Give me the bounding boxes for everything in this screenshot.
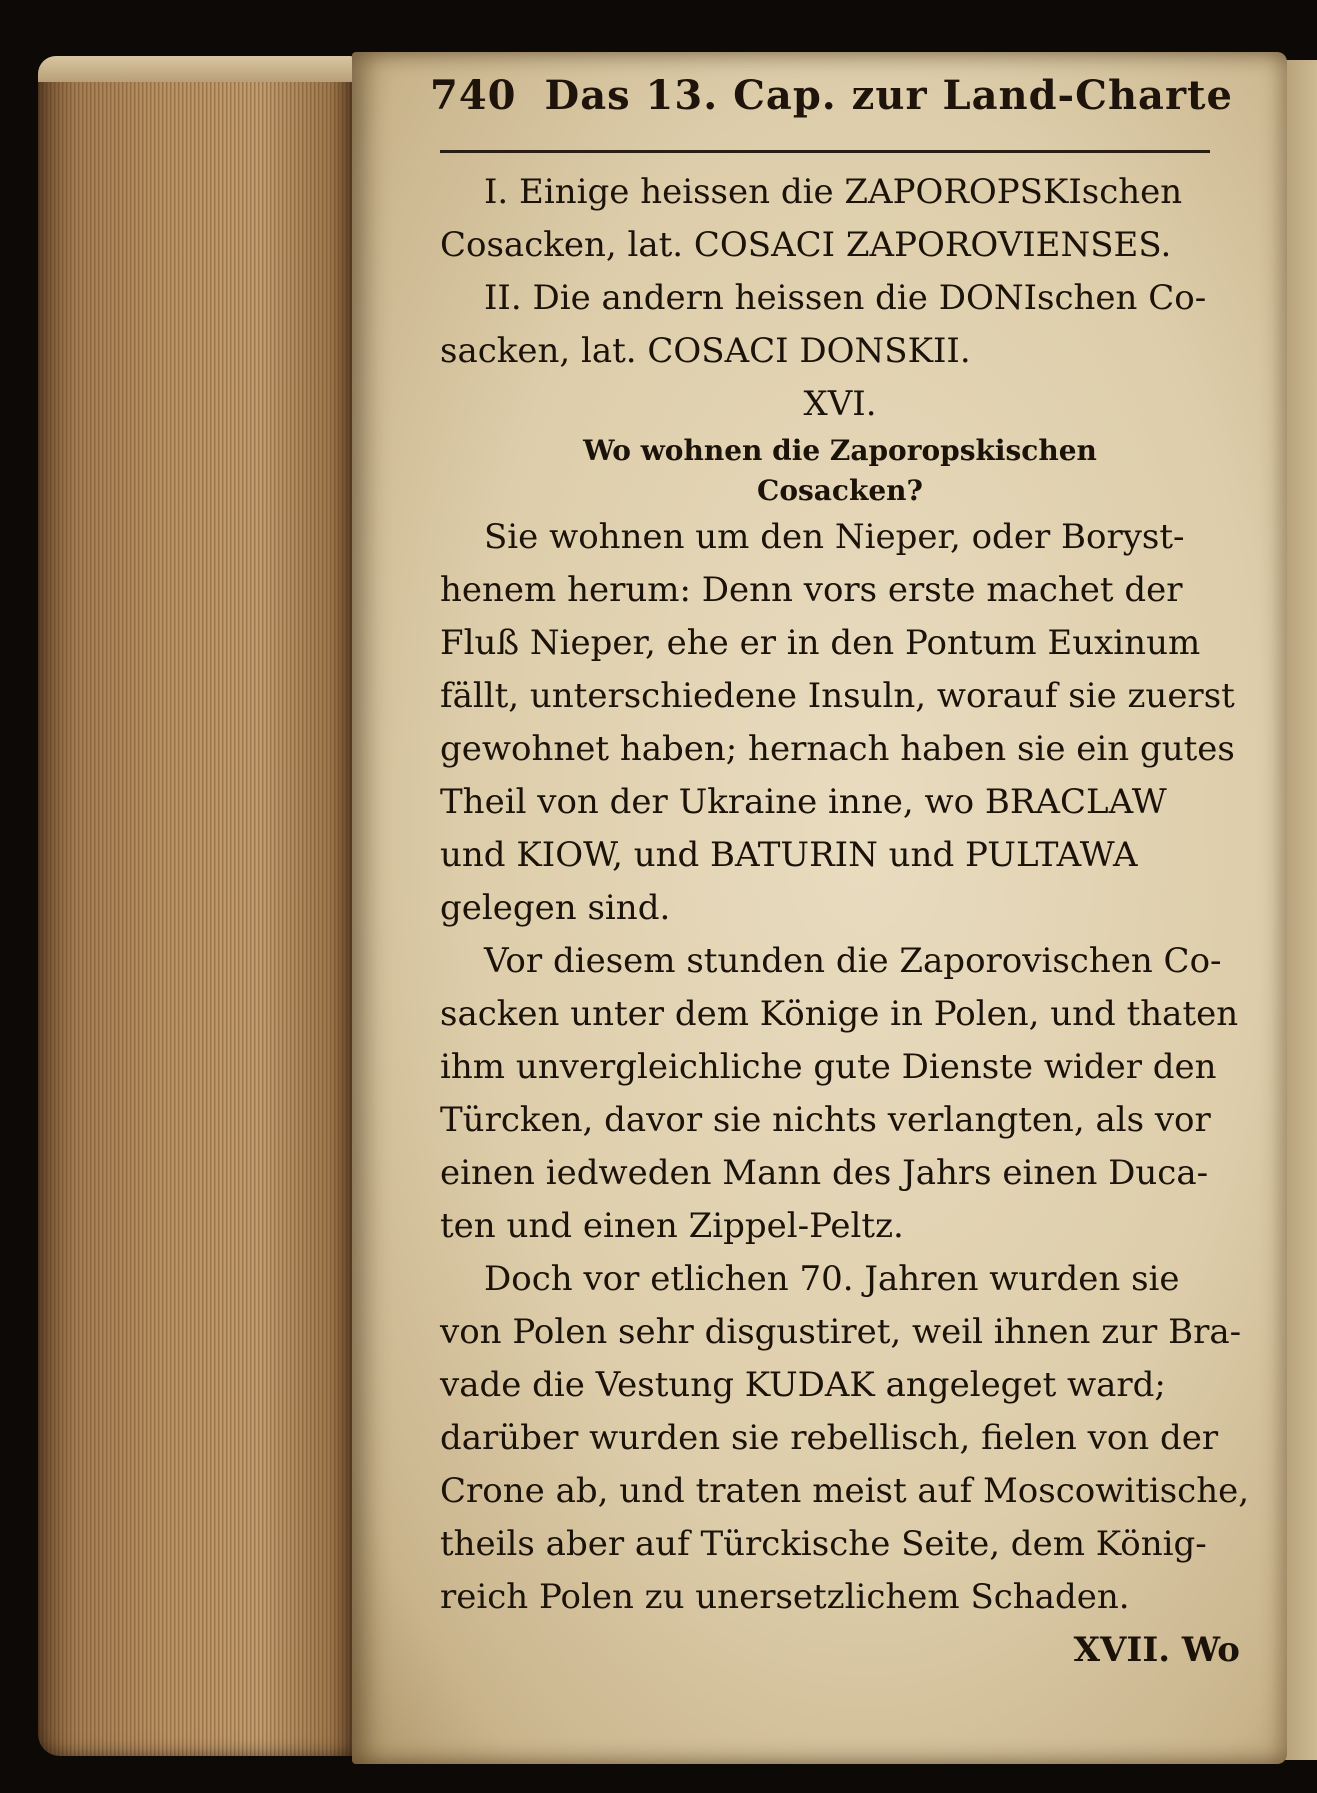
section-question: Cosacken? <box>757 474 923 507</box>
text-line: ten und einen Zippel-Peltz. <box>440 1206 904 1246</box>
text-line: darüber wurden sie rebellisch, fielen von der <box>440 1418 1219 1458</box>
text-line: henem herum: Denn vors erste machet der <box>440 570 1183 610</box>
text-line: vade die Vestung KUDAK angeleget ward; <box>440 1365 1166 1405</box>
text-line: II. Die andern heissen die DONIschen Co- <box>484 278 1207 318</box>
page-number: 740 <box>430 72 517 119</box>
text-line: sacken unter dem Könige in Polen, und thaten <box>440 994 1239 1034</box>
catchword: XVII. Wo <box>1073 1630 1240 1670</box>
text-line: Theil von der Ukraine inne, wo BRACLAW <box>440 782 1167 822</box>
text-line: fällt, unterschiedene Insuln, worauf sie zuerst <box>440 676 1235 716</box>
running-header <box>430 72 1233 132</box>
section-number: XVI. <box>803 384 877 424</box>
page-text <box>440 166 1250 1677</box>
text-line: sacken, lat. COSACI DONSKII. <box>440 331 971 371</box>
text-line: Fluß Nieper, ehe er in den Pontum Euxinum <box>440 623 1201 663</box>
text-line: theils aber auf Türckische Seite, dem König- <box>440 1524 1207 1564</box>
text-line: Sie wohnen um den Nieper, oder Boryst- <box>484 517 1185 557</box>
text-line: reich Polen zu unersetzlichem Schaden. <box>440 1577 1130 1617</box>
text-line: Türcken, davor sie nichts verlangten, als vor <box>440 1100 1211 1140</box>
text-line: Vor diesem stunden die Zaporovischen Co- <box>484 941 1222 981</box>
section-question: Wo wohnen die Zaporopskischen <box>583 434 1097 467</box>
text-line: Doch vor etlichen 70. Jahren wurden sie <box>484 1259 1180 1299</box>
text-line: I. Einige heissen die ZAPOROPSKIschen <box>484 172 1183 212</box>
text-line: Cosacken, lat. COSACI ZAPOROVIENSES. <box>440 225 1172 265</box>
running-title: Das 13. Cap. zur Land-Charte <box>544 72 1233 119</box>
text-line: einen iedweden Mann des Jahrs einen Duca- <box>440 1153 1209 1193</box>
text-line: Crone ab, und traten meist auf Moscowitische, <box>440 1471 1250 1511</box>
text-line: gewohnet haben; hernach haben sie ein gutes <box>440 729 1235 769</box>
text-line: gelegen sind. <box>440 888 671 928</box>
text-line: und KIOW, und BATURIN und PULTAWA <box>440 835 1138 875</box>
book-fore-edge <box>38 56 356 1756</box>
header-rule <box>440 150 1210 153</box>
text-line: von Polen sehr disgustiret, weil ihnen zur Bra- <box>440 1312 1242 1352</box>
book-top-edge <box>38 56 356 82</box>
text-line: ihm unvergleichliche gute Dienste wider den <box>440 1047 1217 1087</box>
